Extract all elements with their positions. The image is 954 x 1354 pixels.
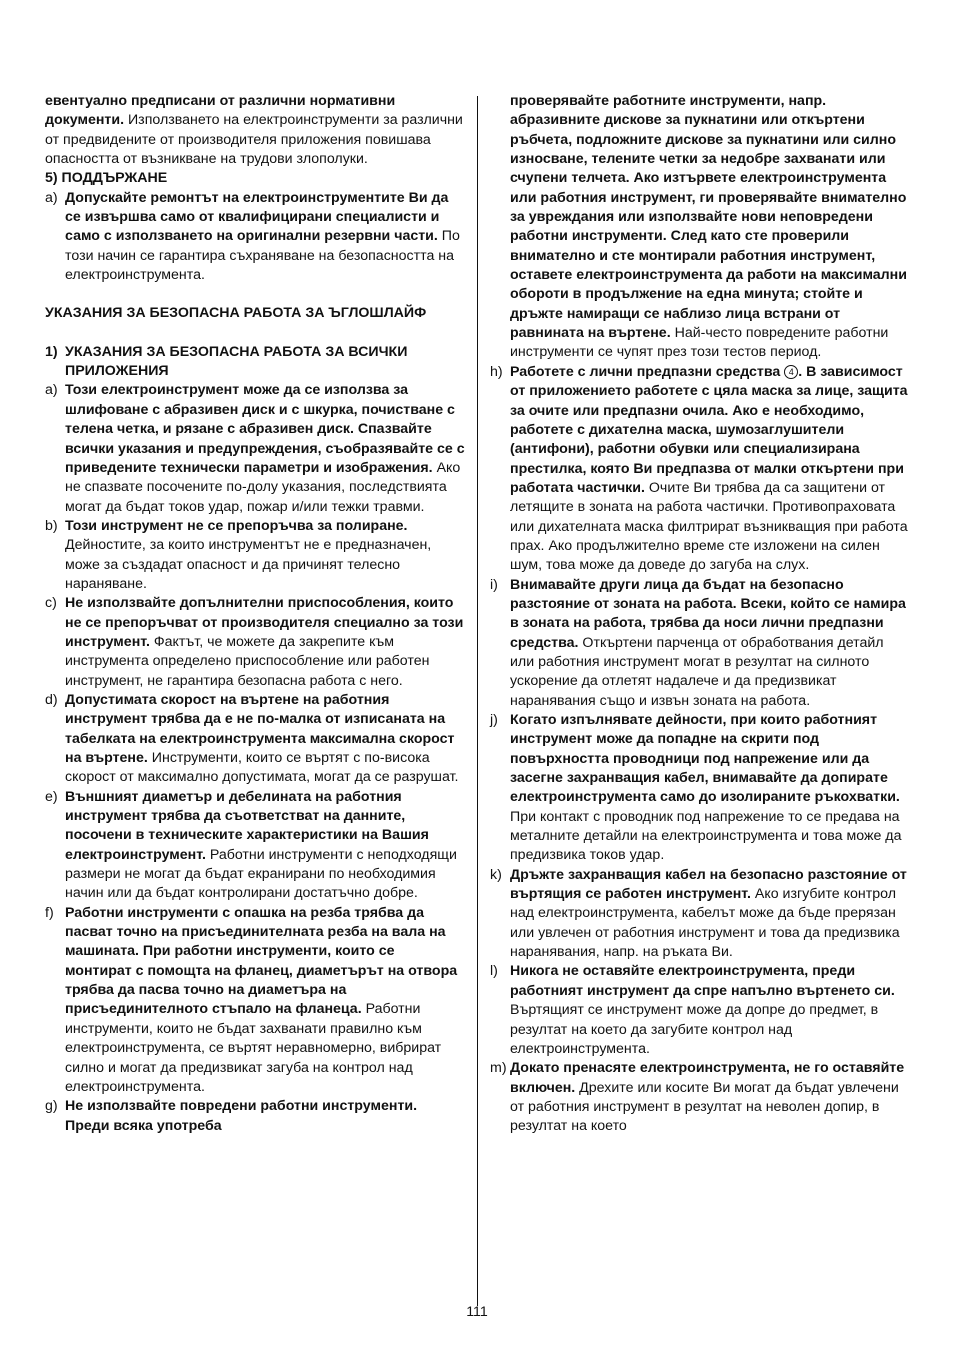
item-g: g) Не използвайте повредени работни инструменти. Преди всяка употреба — [45, 1098, 418, 1134]
item-k: k) Дръжте захранващия кабел на безопасно разстояние от въртящия се работен инструмент. Ако изгубите контрол над електроинструмента, кабелът може да бъде прерязан или увлечен от работния инструмент и това да предизвика наранявания, напр. на ръката Ви. — [490, 866, 907, 961]
main-safety-heading: УКАЗАНИЯ ЗА БЕЗОПАСНА РАБОТА ЗА ЪГЛОШЛАЙФ — [45, 305, 427, 322]
item-m: m) Докато пренасяте електроинструмента, не го оставяйте включен. Дрехите или косите Ви могат да бъдат увлечени от работния инструмент в резултат на неволен допир, в резултат на което — [490, 1060, 905, 1135]
item-h: h) Работете с лични предпазни средства 4 . В зависимост от приложението работете с цяла маска за лице, защита за очите или предпазни очила. Ако е необходимо, работете с дихателна маска, шумозаглушители (антифони), работни обувки или специализирана престилка, която Ви предпазва от малки откъртени при работата частички. Очите Ви трябва да са защитени от летящите в зоната на работа частички. Противопраховата или дихателната маска филтрират възникващия при работа прах. Ако продължително време сте изложени на силен шум, това може да доведе до загуба на слух. — [490, 363, 908, 574]
right-column — [490, 92, 910, 1137]
item-g-continued: проверявайте работните инструменти, напр. абразивните дискове за пукнатини или откъртени ръбчета, подложните дискове за пукнатини или силно износване, телените четки за недобре захванати или счупени телчета. Ако изтървете електроинструмента или работния инструмент, ги проверявайте внимателно за увреждания или използвайте нови неповредени работни инструменти. След като сте проверили внимателно и сте монтирали работния инструмент, оставете електроинструмента да работи на максимални обороти в продължение на една минута; стойте и дръжте намиращи се наблизо лица встрани от равнината на въртене. Най-често повредените работни инструменти се чупят през този тестов период. — [510, 93, 907, 361]
item-j: j) Когато изпълнявате дейности, при които работният инструмент може да попадне на скрити под повърхността проводници под напрежение или да засегне захранващия кабел, внимавайте да допирате електроинструмента само до изолираните ръкохватки. При контакт с проводник под напрежение то се предава на металните детайли на електроинструмента и това може да предизвика токов удар. — [490, 712, 902, 864]
left-column — [45, 92, 465, 1136]
item-d: d) Допустимата скорост на въртене на работния инструмент трябва да е не по-малка от изписаната на табелката на електроинструмента максимална скорост на въртене. Инструменти, които се въртят с по-висока скорост от максимално допустимата, могат да се разрушат. — [45, 691, 459, 786]
item-e: e) Външният диаметър и дебелината на работния инструмент трябва да съответстват на данните, посочени в техническите характеристики на Вашия електроинструмент. Работни инструменти с неподходящи размери не могат да бъдат екранирани по необходимия начин или да бъдат контролирани достатъчно добре. — [45, 788, 457, 902]
section-maintenance-heading: 5) ПОДДЪРЖАНЕ — [45, 170, 168, 187]
item-a: a) Този електроинструмент може да се използва за шлифоване с абразивен диск и с шкурка, почистване с телена четка, и рязане с абразивен диск. Спазвайте всички указания и предупреждения, съобразявайте се с приведените технически параметри и изображения. Ако не спазвате посочените по-долу указания, последствията могат да бъдат токов удар, пожар и/или тежки травми. — [45, 382, 465, 515]
maintenance-item-a: a) Допускайте ремонтът на електроинструментите Ви да се извършва само от квалифицирани специалисти и само с използването на оригинални резервни части. По този начин се гарантира съхраняване на безопасността на електроинструмента. — [45, 189, 460, 284]
column-divider — [477, 96, 478, 1306]
item-b: b) Този инструмент не се препоръчва за полиране. Дейностите, за които инструментът не е предназначен, може за създадат опасност и да причинят телесно нараняване. — [45, 517, 432, 592]
intro-paragraph: евентуално предписани от различни нормативни документи. Използването на електроинструменти за различни от предвидените от производителя приложения повишава опасността от възникване на трудови злополуки. — [45, 93, 463, 168]
page-number: 111 — [466, 1304, 488, 1320]
item-i: i) Внимавайте други лица да бъдат на безопасно разстояние от зоната на работа. Всеки, който се намира в зоната на работа, трябва да носи лични предпазни средства. Откъртени парченца от обработвания детайл или работния инструмент могат в резултат на силното ускорение да отлетят надалече и да предизвикат наранявания също и извън зоната на работа. — [490, 576, 906, 709]
all-applications-heading: 1) УКАЗАНИЯ ЗА БЕЗОПАСНА РАБОТА ЗА ВСИЧКИ ПРИЛОЖЕНИЯ — [45, 343, 408, 380]
figure-reference-badge: 4 — [784, 365, 798, 379]
item-l: l) Никога не оставяйте електроинструмента, преди работният инструмент да спре напълно въртенето си. Въртящият се инструмент може да допре до предмет, в резултат на което да загубите контрол над електроинструмента. — [490, 963, 895, 1057]
item-c: c) Не използвайте допълнителни приспособления, които не се препоръчват от производителя специално за този инструмент. Фактът, че можете да закрепите към инструмента определено приспособление или работен инструмент, не гарантира безопасна работа с него. — [45, 595, 464, 689]
item-f: f) Работни инструменти с опашка на резба трябва да пасват точно на присъединителната резба на вала на машината. При работни инструменти, които се монтират с помощта на фланец, диаметърът на отвора трябва да пасва точно на диаметъра на присъединителното стъпало на фланеца. Работни инструменти, които не бъдат захванати правилно към електроинструмента, се въртят неравномерно, вибрират силно и могат да предизвикат загуба на контрол над електроинструмента. — [45, 904, 458, 1095]
